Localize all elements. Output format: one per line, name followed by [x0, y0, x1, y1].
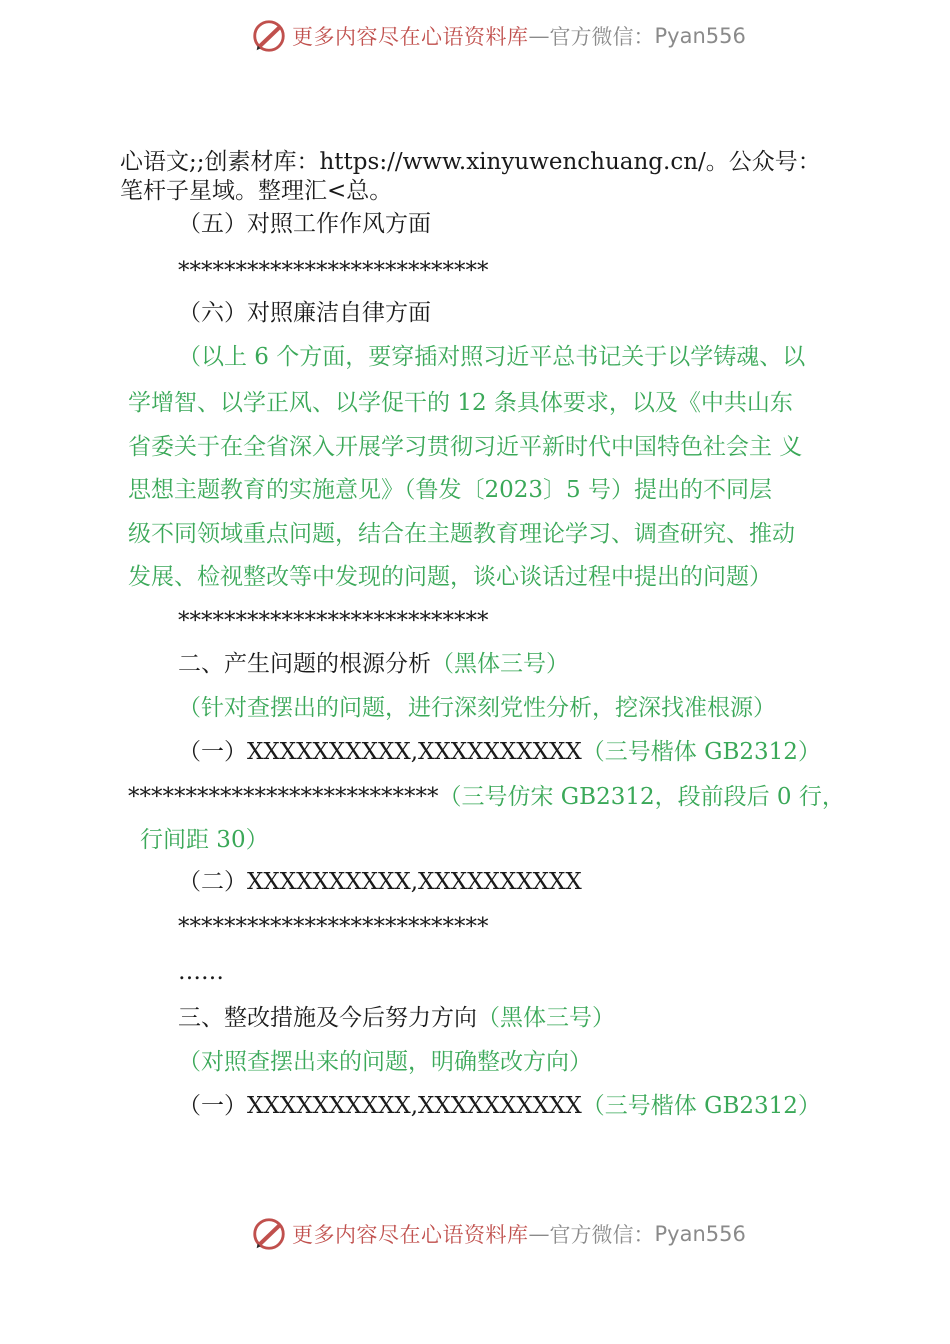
- part-three-heading: [178, 1003, 615, 1033]
- part-three-item-one: [178, 1091, 821, 1121]
- part-two-note: （针对查摆出的问题，进行深刻党性分析，挖深找准根源）: [178, 695, 776, 721]
- header-banner: [0, 14, 950, 58]
- pen-logo-icon: [250, 17, 288, 55]
- ellipsis: ……: [178, 959, 224, 985]
- format-note: （三号仿宋 GB2312，段前段后 0 行，: [438, 784, 845, 810]
- item-text: （一）XXXXXXXXXX,XXXXXXXXXX: [178, 739, 582, 765]
- banner-tail: 官方微信：: [549, 25, 655, 49]
- part-two-font-note: （黑体三号）: [431, 651, 569, 677]
- item-font-note: （三号楷体 GB2312）: [581, 1093, 821, 1119]
- item-font-note: （三号楷体 GB2312）: [581, 739, 821, 765]
- part-two-heading: [178, 649, 569, 679]
- placeholder-stars: ***************************: [178, 608, 489, 634]
- banner-wechat-id: Pyan556: [654, 24, 746, 48]
- note-line: 省委关于在全省深入开展学习贯彻习近平新时代中国特色社会主 义: [128, 434, 803, 460]
- stars-with-format-note: [128, 782, 845, 812]
- banner-wechat-id: Pyan556: [654, 1222, 746, 1246]
- part-two-title: 二、产生问题的根源分析: [178, 651, 431, 677]
- banner-tail: 官方微信：: [549, 1223, 655, 1247]
- section-six-heading: （六）对照廉洁自律方面: [178, 300, 431, 326]
- note-line: （以上 6 个方面，要穿插对照习近平总书记关于以学铸魂、以: [178, 344, 806, 370]
- item-text: （一）XXXXXXXXXX,XXXXXXXXXX: [178, 1093, 582, 1119]
- part-two-item-two: （二）XXXXXXXXXX,XXXXXXXXXX: [178, 869, 582, 895]
- section-five-heading: （五）对照工作作风方面: [178, 211, 431, 237]
- banner-dash: —: [528, 24, 550, 48]
- part-three-note: （对照查摆出来的问题，明确整改方向）: [178, 1049, 592, 1075]
- banner-brand: 更多内容尽在心语资料库: [292, 25, 529, 49]
- part-two-item-one: [178, 737, 821, 767]
- placeholder-stars: ***************************: [128, 784, 439, 810]
- banner-dash: —: [528, 1222, 550, 1246]
- note-line: 思想主题教育的实施意见》（鲁发〔2023〕5 号）提出的不同层: [128, 477, 772, 503]
- placeholder-stars: ***************************: [178, 914, 489, 940]
- source-line-2: 笔杆子星域。整理汇<总。: [120, 178, 393, 204]
- source-line-1: 心语文;;创素材库：https://www.xinyuwenchuang.cn/。公众号：: [120, 149, 821, 175]
- pen-logo-icon: [250, 1215, 288, 1253]
- note-line: 发展、检视整改等中发现的问题，谈心谈话过程中提出的问题）: [128, 564, 772, 590]
- footer-banner: [0, 1212, 950, 1256]
- format-note-cont: 行间距 30）: [140, 827, 269, 853]
- placeholder-stars: ***************************: [178, 258, 489, 284]
- banner-brand: 更多内容尽在心语资料库: [292, 1223, 529, 1247]
- note-line: 学增智、以学正风、以学促干的 12 条具体要求，以及《中共山东: [128, 390, 793, 416]
- part-three-font-note: （黑体三号）: [477, 1005, 615, 1031]
- part-three-title: 三、整改措施及今后努力方向: [178, 1005, 477, 1031]
- note-line: 级不同领域重点问题，结合在主题教育理论学习、调查研究、推动: [128, 521, 795, 547]
